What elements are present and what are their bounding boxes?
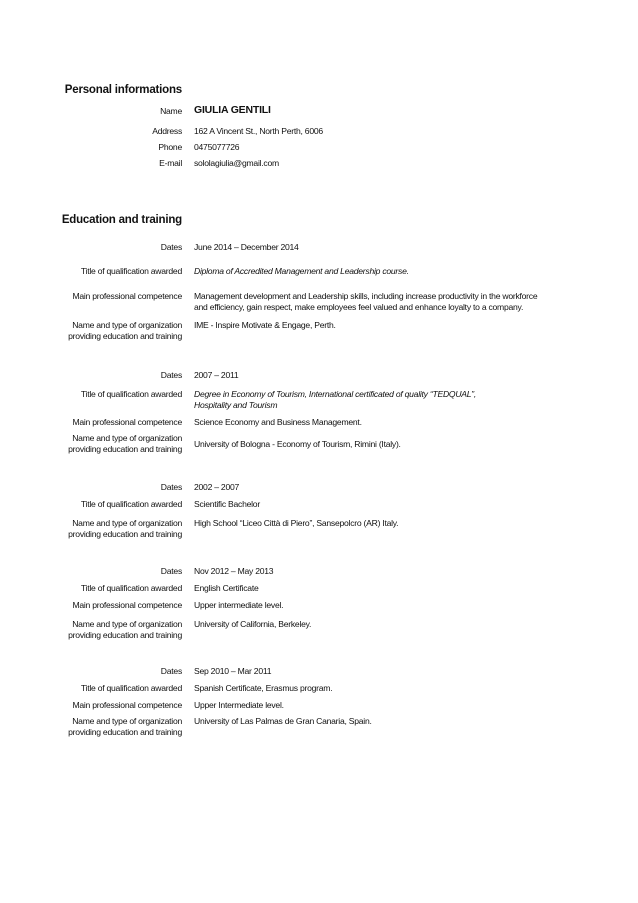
organization-label-line2: providing education and training xyxy=(68,726,182,737)
qualification-label: Title of qualification awarded xyxy=(80,683,182,693)
email-label: E-mail xyxy=(159,158,182,168)
phone-label: Phone xyxy=(158,142,182,152)
organization-value: IME - Inspire Motivate & Engage, Perth. xyxy=(194,320,336,330)
dates-label: Dates xyxy=(160,566,182,576)
organization-label-line1: Name and type of organization xyxy=(72,433,182,443)
name-value: GIULIA GENTILI xyxy=(194,104,271,116)
dates-value: 2007 – 2011 xyxy=(194,370,239,380)
qualification-value: Diploma of Accredited Management and Leadership course. xyxy=(194,266,409,276)
organization-value: University of Bologna - Economy of Tourism, Rimini (Italy). xyxy=(194,439,401,449)
organization-label-line2: providing education and training xyxy=(68,443,182,454)
address-value: 162 A Vincent St., North Perth, 6006 xyxy=(194,126,323,136)
organization-value: University of California, Berkeley. xyxy=(194,619,312,629)
name-label: Name xyxy=(160,106,182,116)
organization-label-line1: Name and type of organization xyxy=(72,518,182,528)
competence-value-line1: Management development and Leadership skills, including increase productivity in the workforce xyxy=(194,291,538,301)
dates-label: Dates xyxy=(160,242,182,252)
qualification-label: Title of qualification awarded xyxy=(80,583,182,593)
organization-value: University of Las Palmas de Gran Canaria, Spain. xyxy=(194,716,372,726)
competence-label: Main professional competence xyxy=(72,600,182,610)
organization-label-line1: Name and type of organization xyxy=(72,716,182,726)
qualification-value-line2: Hospitality and Tourism xyxy=(194,399,278,410)
personal-info-heading: Personal informations xyxy=(64,84,182,96)
qualification-label: Title of qualification awarded xyxy=(80,499,182,509)
organization-label-line1: Name and type of organization xyxy=(72,619,182,629)
qualification-value: English Certificate xyxy=(194,583,259,593)
education-heading: Education and training xyxy=(61,214,182,226)
competence-value: Upper intermediate level. xyxy=(194,600,284,610)
organization-label-line2: providing education and training xyxy=(68,629,182,640)
phone-value: 0475077726 xyxy=(194,142,240,152)
dates-label: Dates xyxy=(160,666,182,676)
dates-label: Dates xyxy=(160,370,182,380)
dates-value: June 2014 – December 2014 xyxy=(194,242,299,252)
organization-label-line1: Name and type of organization xyxy=(72,320,182,330)
competence-value-line2: and efficiency, gain respect, make employees feel valued and enhance loyalty to a company. xyxy=(194,301,524,312)
dates-value: Sep 2010 – Mar 2011 xyxy=(194,666,272,676)
qualification-label: Title of qualification awarded xyxy=(80,389,182,399)
qualification-value-line1: Degree in Economy of Tourism, International certificated of quality “TEDQUAL”, xyxy=(194,389,477,399)
organization-label-line2: providing education and training xyxy=(68,330,182,341)
qualification-value: Scientific Bachelor xyxy=(194,499,260,509)
competence-label: Main professional competence xyxy=(72,417,182,427)
competence-label: Main professional competence xyxy=(72,700,182,710)
competence-value: Upper Intermediate level. xyxy=(194,700,284,710)
dates-value: Nov 2012 – May 2013 xyxy=(194,566,274,576)
dates-label: Dates xyxy=(160,482,182,492)
organization-value: High School “Liceo Città di Piero”, Sansepolcro (AR) Italy. xyxy=(194,518,399,528)
email-value[interactable]: sololagiulia@gmail.com xyxy=(194,158,279,168)
dates-value: 2002 – 2007 xyxy=(194,482,240,492)
qualification-label: Title of qualification awarded xyxy=(80,266,182,276)
competence-label: Main professional competence xyxy=(72,291,182,301)
qualification-value: Spanish Certificate, Erasmus program. xyxy=(194,683,333,693)
competence-value: Science Economy and Business Management. xyxy=(194,417,362,427)
address-label: Address xyxy=(152,126,182,136)
organization-label-line2: providing education and training xyxy=(68,528,182,539)
